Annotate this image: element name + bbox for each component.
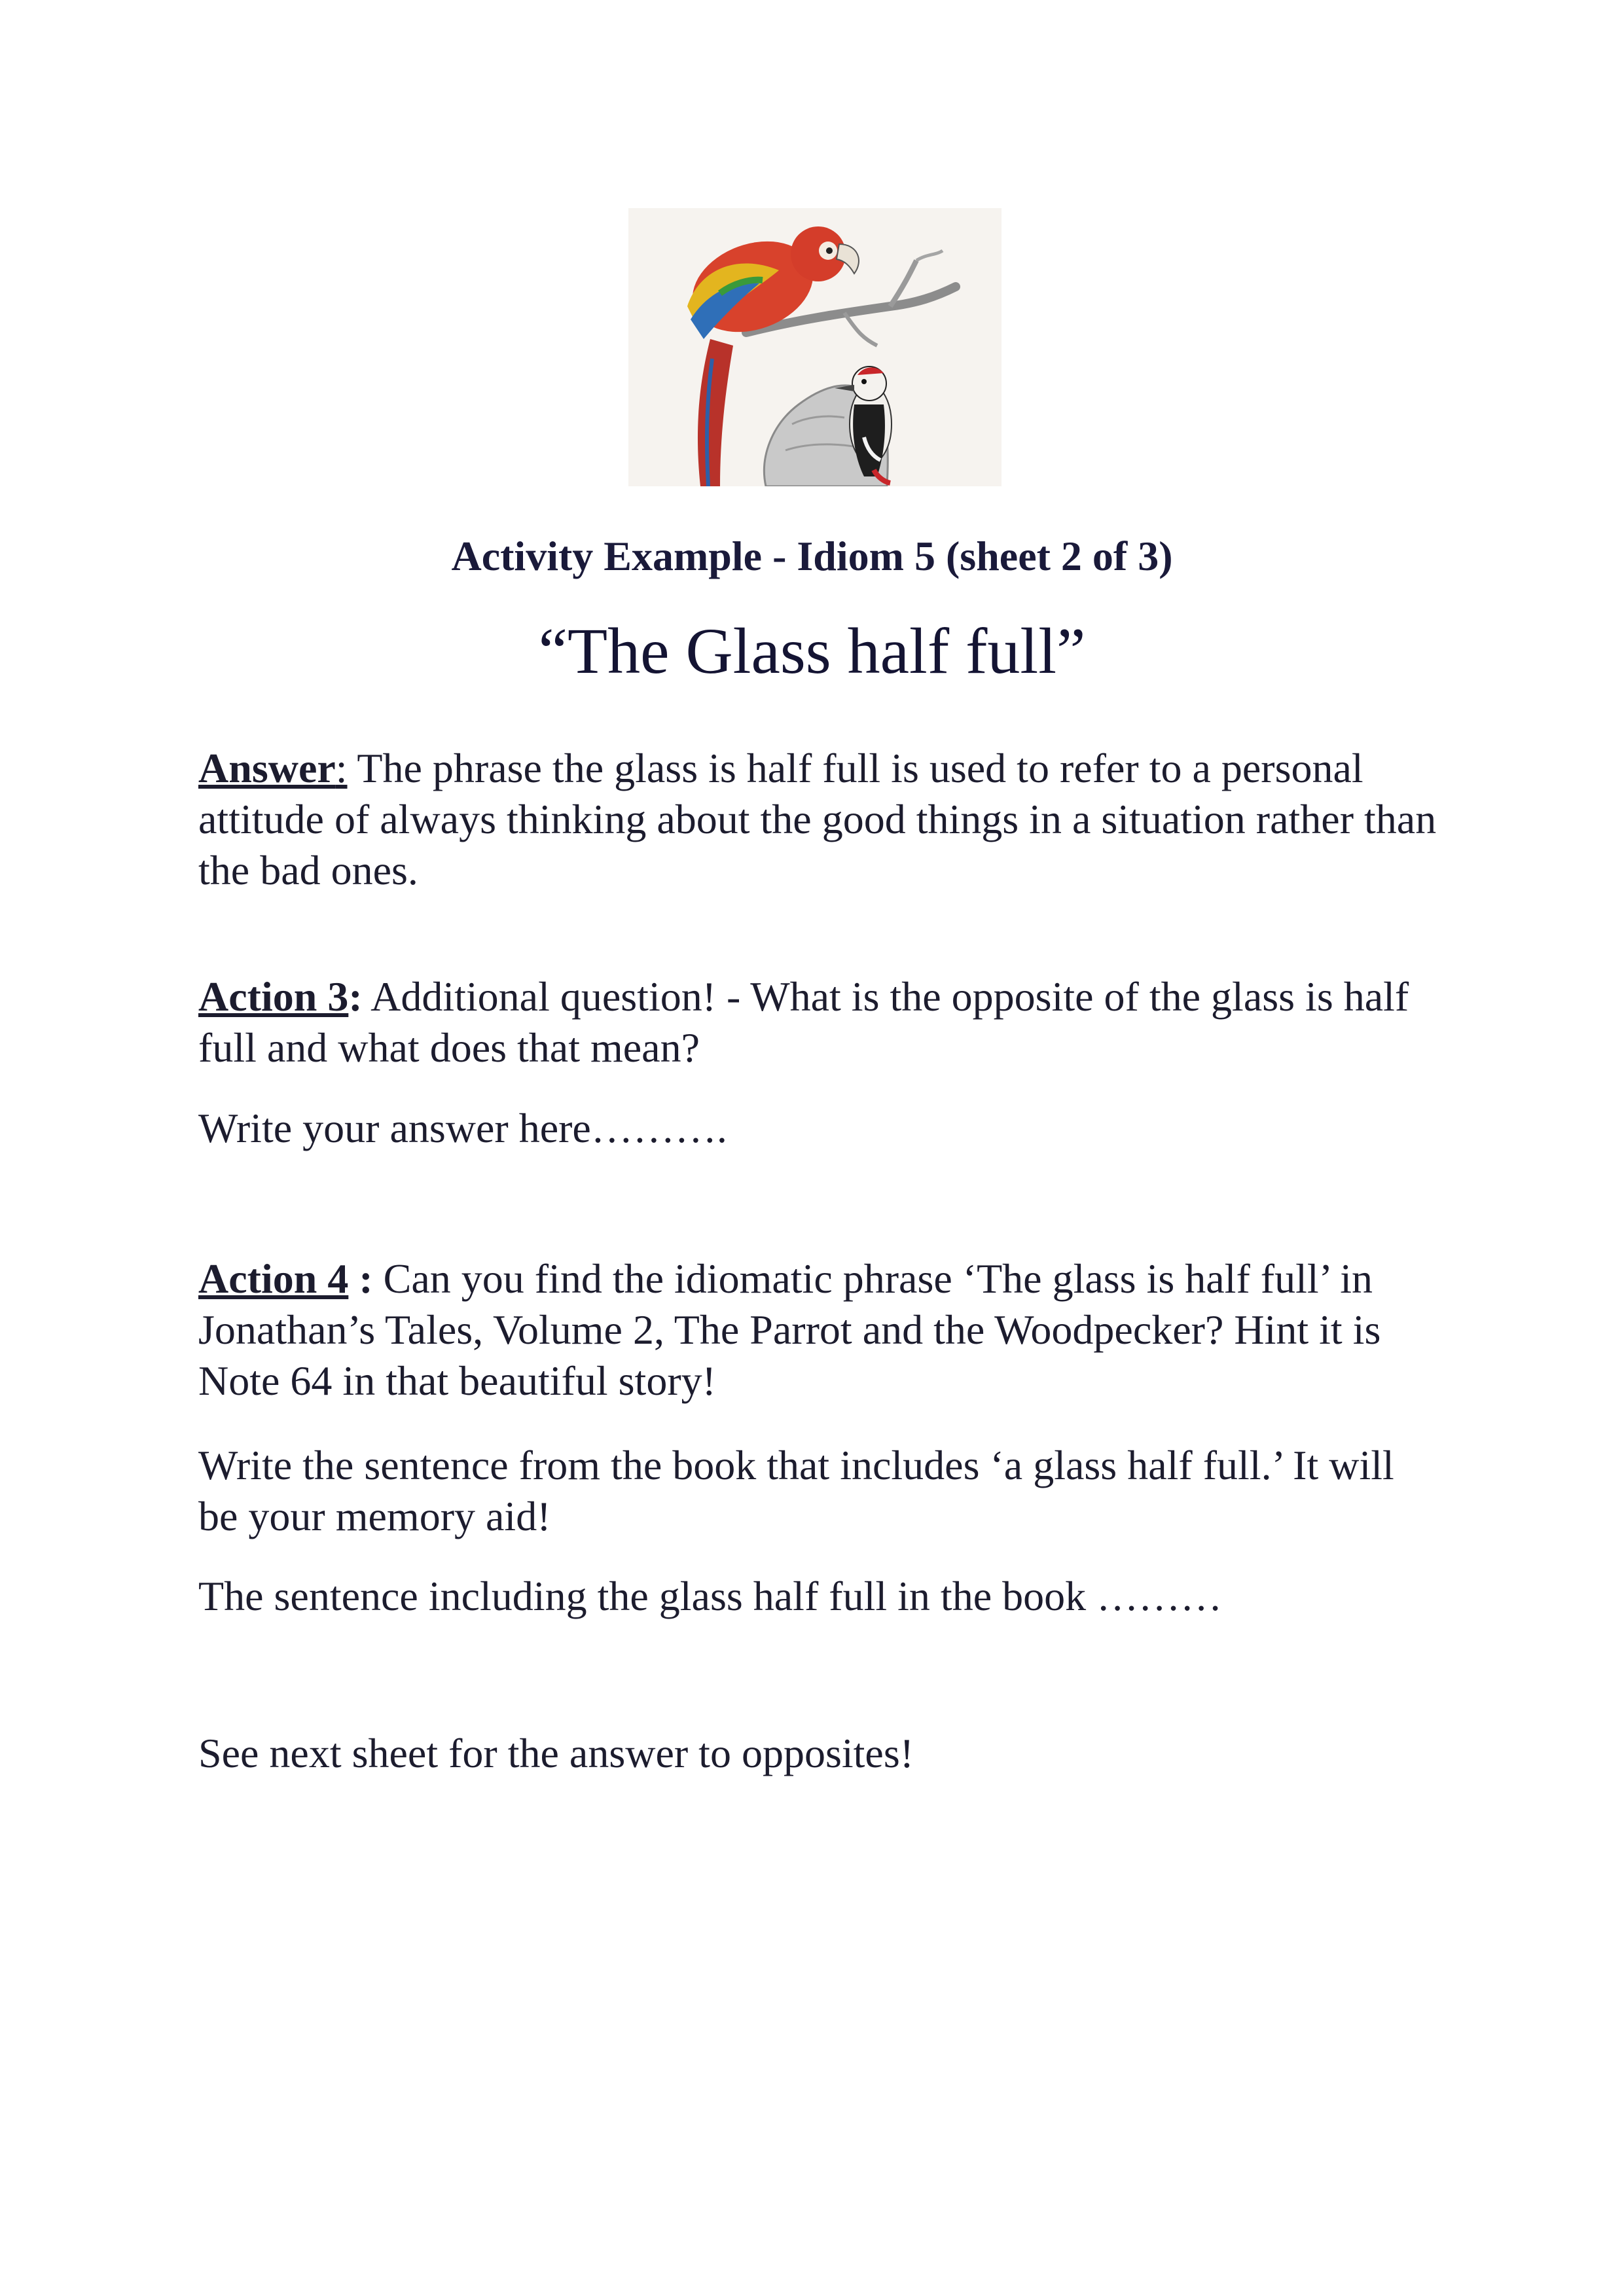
footer-note: See next sheet for the answer to opposites! bbox=[198, 1730, 914, 1776]
action-3-answer-prompt: Write your answer here………. bbox=[198, 1105, 727, 1151]
action-3-colon: : bbox=[348, 973, 363, 1020]
action-4-text: Can you find the idiomatic phrase ‘The glass is half full’ in Jonathan’s Tales, Volume 2, The Parrot and the Woodpecker? Hint it is Note 64 in that beautiful story! bbox=[198, 1255, 1381, 1404]
action-3-label: Action 3 bbox=[198, 973, 349, 1020]
action-3-text: Additional question! - What is the opposite of the glass is half full and what does that mean? bbox=[198, 973, 1409, 1071]
action-3-paragraph bbox=[198, 971, 1442, 1073]
activity-subtitle: Activity Example - Idiom 5 (sheet 2 of 3) bbox=[451, 533, 1173, 579]
parrot-woodpecker-illustration bbox=[628, 208, 1001, 486]
answer-text: The phrase the glass is half full is used to refer to a personal attitude of always thinking about the good things in a situation rather than the bad ones. bbox=[198, 745, 1437, 893]
answer-colon: : bbox=[335, 745, 348, 791]
idiom-title: “The Glass half full” bbox=[538, 615, 1086, 687]
bird-illustration-svg bbox=[628, 208, 1001, 486]
action-4-sentence-prompt: The sentence including the glass half full in the book ……… bbox=[198, 1573, 1223, 1619]
action-4-instruction: Write the sentence from the book that includes ‘a glass half full.’ It will be your memory aid! bbox=[198, 1442, 1394, 1539]
answer-label: Answer bbox=[198, 745, 336, 791]
action-4-colon: : bbox=[348, 1255, 373, 1302]
action-4-paragraph bbox=[198, 1253, 1442, 1407]
action-4-label: Action 4 bbox=[198, 1255, 349, 1302]
answer-paragraph bbox=[198, 743, 1442, 896]
